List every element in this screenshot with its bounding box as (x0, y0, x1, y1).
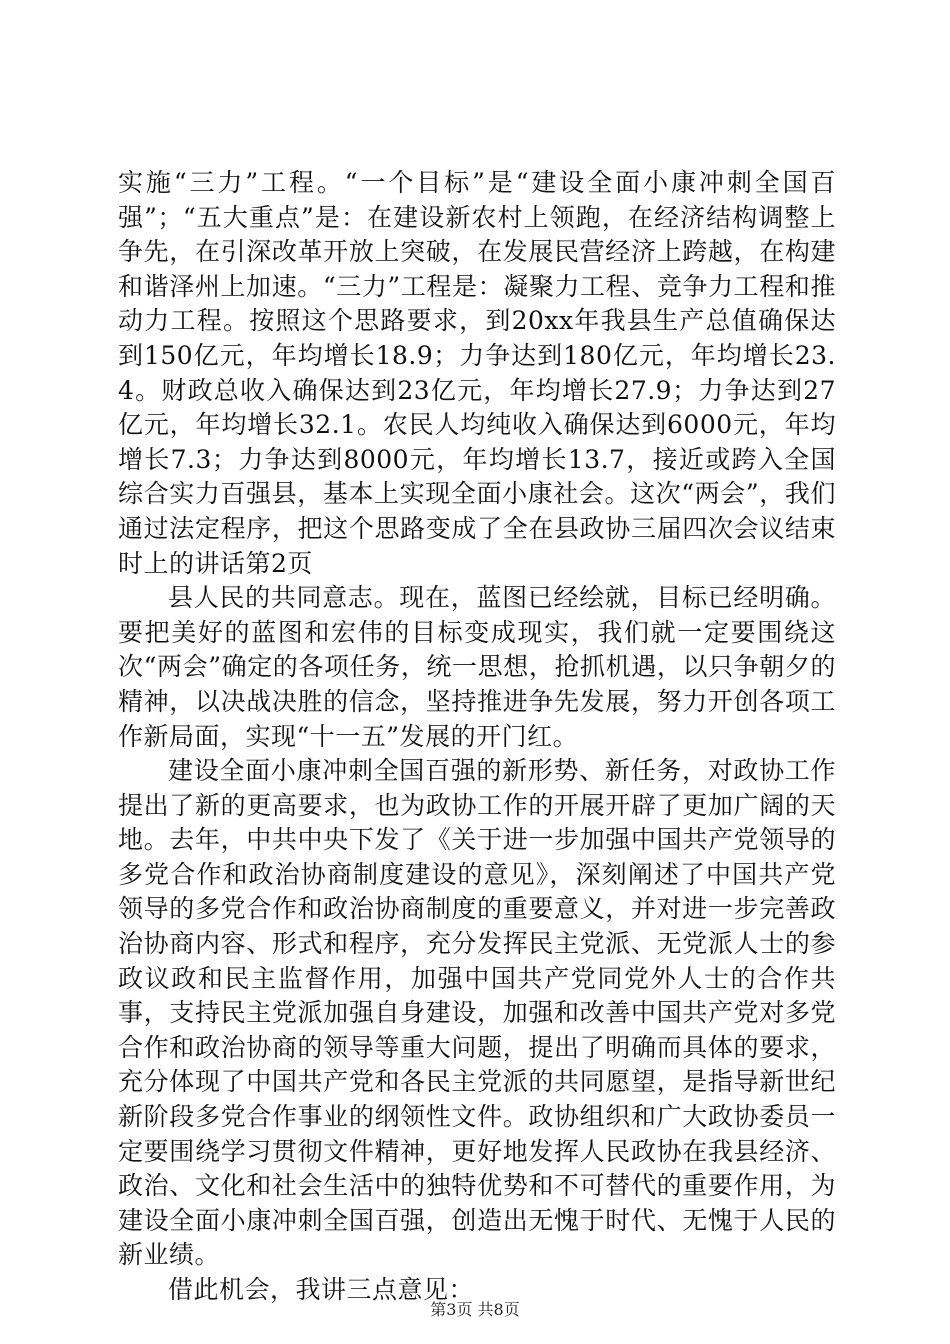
paragraph-3: 建设全面小康冲刺全国百强的新形势、新任务，对政协工作提出了新的更高要求，也为政协工作的开展开辟了更加广阔的天地。去年，中共中央下发了《关于进一步加强中国共产党领导的多党合作和政治协商制度建设的意见》，深刻阐述了中国共产党领导的多党合作和政治协商制度的重要意义，并对进一步完善政治协商内容、形式和程序，充分发挥民主党派、无党派人士的参政议政和民主监督作用，加强中国共产党同党外人士的合作共事，支持民主党派加强自身建设，加强和改善中国共产党对多党合作和政治协商的领导等重大问题，提出了明确而具体的要求，充分体现了中国共产党和各民主党派的共同愿望，是指导新世纪新阶段多党合作事业的纲领性文件。政协组织和广大政协委员一定要围绕学习贯彻文件精神，更好地发挥人民政协在我县经济、政治、文化和社会生活中的独特优势和不可替代的重要作用，为建设全面小康冲刺全国百强，创造出无愧于时代、无愧于人民的新业绩。 (118, 756, 836, 1270)
page-footer: 第3页 共8页 (430, 1300, 520, 1319)
paragraph-2: 县人民的共同意志。现在，蓝图已经绘就，目标已经明确。要把美好的蓝图和宏伟的目标变成现实，我们就一定要围绕这次“两会”确定的各项任务，统一思想，抢抓机遇，以只争朝夕的精神，以决战决胜的信念，坚持推进争先发展，努力开创各项工作新局面，实现“十一五”发展的开门红。 (118, 583, 836, 751)
document-body (118, 166, 836, 1308)
paragraph-1: 实施“三力”工程。“一个目标”是“建设全面小康冲刺全国百强”；“五大重点”是：在建设新农村上领跑，在经济结构调整上争先，在引深改革开放上突破，在发展民营经济上跨越，在构建和谐泽州上加速。“三力”工程是：凝聚力工程、竞争力工程和推动力工程。按照这个思路要求，到20xx年我县生产总值确保达到150亿元，年均增长18.9；力争达到180亿元，年均增长23.4。财政总收入确保达到23亿元，年均增长27.9；力争达到27亿元，年均增长32.1。农民人均纯收入确保达到6000元，年均增长7.3；力争达到8000元，年均增长13.7，接近或跨入全国综合实力百强县，基本上实现全面小康社会。这次“两会”，我们通过法定程序，把这个思路变成了全在县政协三届四次会议结束时上的讲话第2页 (118, 168, 836, 578)
paragraph-4: 借此机会，我讲三点意见： (168, 1275, 475, 1304)
